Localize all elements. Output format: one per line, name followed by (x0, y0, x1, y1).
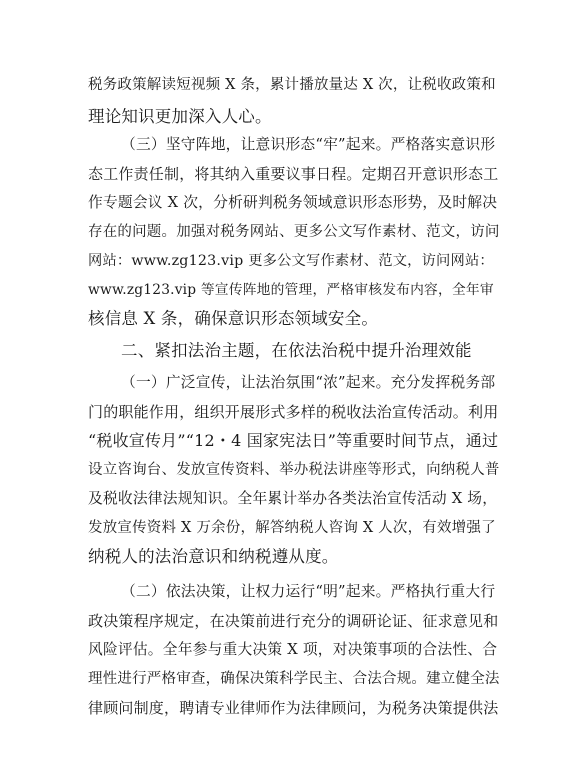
section-heading-line: （三）坚守阵地，让意识形态“牢”起来。严格落实意识形 (121, 136, 496, 153)
text-line: 律顾问制度，聘请专业律师作为法律顾问，为税务决策提供法 (88, 699, 499, 717)
text-line: 纳税人的法治意识和纳税遵从度。 (88, 547, 339, 566)
text-line: 核信息 X 条，确保意识形态领域安全。 (88, 309, 379, 328)
text-line: 税务政策解读短视频 X 条，累计播放量达 X 次，让税收政策和 (88, 77, 496, 93)
text-line: 政决策程序规定，在决策前进行充分的调研论证、征求意见和 (88, 612, 499, 630)
section-heading-line: （二）依法决策，让权力运行“明”起来。严格执行重大行 (121, 583, 496, 600)
text-line: 网站：www.zg123.vip 更多公文写作素材、范文，访问网站： (88, 253, 494, 269)
text-line: 及税收法律法规知识。全年累计举办各类法治宣传活动 X 场， (88, 490, 498, 507)
text-line: www.zg123.vip 等宣传阵地的管理，严格审核发布内容，全年审 (88, 282, 494, 298)
text-line: 态工作责任制，将其纳入重要议事日程。定期召开意识形态工 (88, 165, 499, 183)
text-line: “税收宣传月”“12・4 国家宪法日”等重要时间节点，通过 (88, 431, 499, 450)
text-line: 风险评估。全年参与重大决策 X 项，对决策事项的合法性、合 (88, 641, 498, 658)
text-line: 发放宣传资料 X 万余份，解答纳税人咨询 X 人次，有效增强了 (88, 520, 496, 536)
text-line: 设立咨询台、发放宣传资料、举办税法讲座等形式，向纳税人普 (88, 462, 500, 478)
text-line: 门的职能作用，组织开展形式多样的税收法治宣传活动。利用 (88, 403, 499, 421)
text-line: 存在的问题。加强对税务网站、更多公文写作素材、范文，访问 (88, 224, 500, 240)
chapter-heading: 二、紧扣法治主题，在依法治税中提升治理效能 (121, 341, 472, 360)
text-line: 作专题会议 X 次，分析研判税务领域意识形态形势，及时解决 (88, 194, 498, 211)
text-line: 理性进行严格审查，确保决策科学民主、合法合规。建立健全法 (88, 671, 500, 687)
section-heading-line: （一）广泛宣传，让法治氛围“浓”起来。充分发挥税务部 (121, 374, 496, 391)
text-line: 理论知识更加深入人心。 (88, 107, 272, 126)
